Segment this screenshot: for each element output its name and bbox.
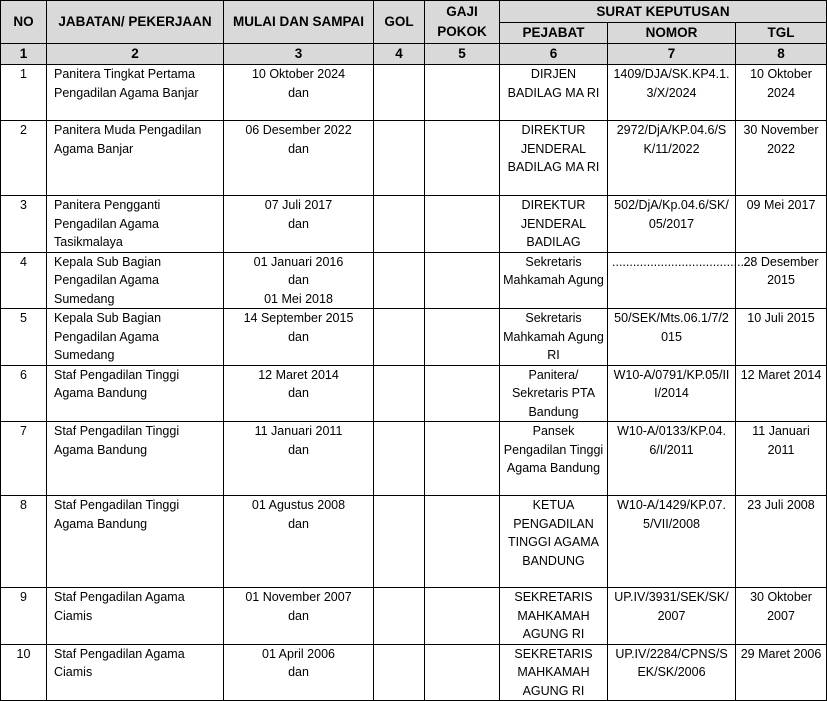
table-row bbox=[1, 309, 827, 366]
cell-tgl: 29 Maret 2006 bbox=[736, 644, 827, 701]
cell-gaji-pokok bbox=[425, 196, 500, 253]
mulai-sampai-line: dan bbox=[288, 516, 309, 531]
cell-nomor: UP.IV/3931/SEK/SK/2007 bbox=[608, 588, 736, 645]
mulai-sampai-line: 01 Januari 2016 bbox=[253, 254, 344, 269]
cell-tgl: 28 Desember 2015 bbox=[736, 252, 827, 309]
cell-gaji-pokok bbox=[425, 121, 500, 196]
cell-gaji-pokok bbox=[425, 422, 500, 496]
mulai-sampai-line: dan bbox=[288, 85, 309, 100]
cell-no: 4 bbox=[1, 252, 47, 309]
cell-jabatan: Staf Pengadilan Agama Ciamis bbox=[47, 588, 224, 645]
cell-pejabat: Pansek Pengadilan Tinggi Agama Bandung bbox=[500, 422, 608, 496]
cell-tgl: 10 Oktober 2024 bbox=[736, 65, 827, 121]
header-surat-keputusan: SURAT KEPUTUSAN bbox=[500, 1, 827, 23]
cell-nomor: 1409/DJA/SK.KP4.1.3/X/2024 bbox=[608, 65, 736, 121]
header-jabatan: JABATAN/ PEKERJAAN bbox=[47, 1, 224, 44]
cell-gol bbox=[374, 252, 425, 309]
cell-pejabat: DIREKTUR JENDERAL BADILAG bbox=[500, 196, 608, 253]
cell-gaji-pokok bbox=[425, 252, 500, 309]
column-number: 5 bbox=[425, 44, 500, 65]
cell-no: 10 bbox=[1, 644, 47, 701]
header-mulai-sampai: MULAI DAN SAMPAI bbox=[224, 1, 374, 44]
table-row bbox=[1, 644, 827, 701]
cell-gaji-pokok bbox=[425, 365, 500, 422]
cell-tgl: 30 November 2022 bbox=[736, 121, 827, 196]
cell-tgl: 23 Juli 2008 bbox=[736, 496, 827, 588]
mulai-sampai-line: dan bbox=[288, 608, 309, 623]
column-number: 4 bbox=[374, 44, 425, 65]
cell-pejabat: SEKRETARIS MAHKAMAH AGUNG RI bbox=[500, 588, 608, 645]
column-number-row bbox=[1, 44, 827, 65]
cell-pejabat: DIREKTUR JENDERAL BADILAG MA RI bbox=[500, 121, 608, 196]
cell-gol bbox=[374, 121, 425, 196]
mulai-sampai-line: dan bbox=[288, 216, 309, 231]
mulai-sampai-line: 01 Mei 2018 bbox=[264, 291, 333, 306]
header-gaji-pokok: GAJI POKOK bbox=[425, 1, 500, 44]
table-row bbox=[1, 252, 827, 309]
cell-tgl: 09 Mei 2017 bbox=[736, 196, 827, 253]
cell-gaji-pokok bbox=[425, 644, 500, 701]
cell-jabatan: Panitera Muda Pengadilan Agama Banjar bbox=[47, 121, 224, 196]
header-tgl: TGL bbox=[736, 23, 827, 44]
cell-jabatan: Kepala Sub Bagian Pengadilan Agama Sumedang bbox=[47, 252, 224, 309]
cell-gol bbox=[374, 65, 425, 121]
table-row bbox=[1, 196, 827, 253]
column-number: 1 bbox=[1, 44, 47, 65]
mulai-sampai-line: dan bbox=[288, 141, 309, 156]
cell-nomor: W10-A/1429/KP.07.5/VII/2008 bbox=[608, 496, 736, 588]
header-no: NO bbox=[1, 1, 47, 44]
cell-nomor: 2972/DjA/KP.04.6/SK/11/2022 bbox=[608, 121, 736, 196]
cell-gaji-pokok bbox=[425, 309, 500, 366]
header-nomor: NOMOR bbox=[608, 23, 736, 44]
cell-gol bbox=[374, 496, 425, 588]
mulai-sampai-line: dan bbox=[288, 665, 309, 679]
mulai-sampai-line: 10 Oktober 2024 bbox=[251, 67, 346, 81]
cell-tgl: 12 Maret 2014 bbox=[736, 365, 827, 422]
cell-no: 2 bbox=[1, 121, 47, 196]
cell-mulai-sampai bbox=[224, 121, 374, 196]
table-row bbox=[1, 422, 827, 496]
cell-mulai-sampai bbox=[224, 496, 374, 588]
cell-mulai-sampai bbox=[224, 365, 374, 422]
cell-pejabat: Sekretaris Mahkamah Agung bbox=[500, 252, 608, 309]
cell-gol bbox=[374, 588, 425, 645]
cell-mulai-sampai bbox=[224, 309, 374, 366]
cell-nomor: UP.IV/2284/CPNS/SEK/SK/2006 bbox=[608, 644, 736, 701]
cell-jabatan: Staf Pengadilan Tinggi Agama Bandung bbox=[47, 496, 224, 588]
mulai-sampai-line: 01 Agustus 2008 bbox=[251, 498, 346, 512]
cell-pejabat: KETUA PENGADILAN TINGGI AGAMA BANDUNG bbox=[500, 496, 608, 588]
column-number: 6 bbox=[500, 44, 608, 65]
column-number: 3 bbox=[224, 44, 374, 65]
cell-no: 3 bbox=[1, 196, 47, 253]
header-gol: GOL bbox=[374, 1, 425, 44]
mulai-sampai-line: 07 Juli 2017 bbox=[264, 198, 333, 212]
mulai-sampai-line: dan bbox=[288, 329, 309, 344]
mulai-sampai-line: dan bbox=[288, 273, 309, 287]
header-pejabat: PEJABAT bbox=[500, 23, 608, 44]
cell-pejabat: Panitera/ Sekretaris PTA Bandung bbox=[500, 365, 608, 422]
mulai-sampai-line: 12 Maret 2014 bbox=[258, 367, 339, 382]
cell-no: 1 bbox=[1, 65, 47, 121]
cell-pejabat: Sekretaris Mahkamah Agung RI bbox=[500, 309, 608, 366]
cell-jabatan: Panitera Tingkat Pertama Pengadilan Agama Banjar bbox=[47, 65, 224, 121]
cell-jabatan: Kepala Sub Bagian Pengadilan Agama Sumedang bbox=[47, 309, 224, 366]
cell-nomor: 502/DjA/Kp.04.6/SK/05/2017 bbox=[608, 196, 736, 253]
column-number: 7 bbox=[608, 44, 736, 65]
mulai-sampai-line: 11 Januari 2011 bbox=[254, 424, 343, 438]
mulai-sampai-line: 01 November 2007 bbox=[245, 590, 352, 604]
cell-mulai-sampai bbox=[224, 644, 374, 701]
cell-jabatan: Staf Pengadilan Agama Ciamis bbox=[47, 644, 224, 701]
table-row bbox=[1, 65, 827, 121]
table-row bbox=[1, 588, 827, 645]
cell-gol bbox=[374, 196, 425, 253]
column-number: 8 bbox=[736, 44, 827, 65]
cell-gol bbox=[374, 365, 425, 422]
cell-gaji-pokok bbox=[425, 65, 500, 121]
cell-nomor: 50/SEK/Mts.06.1/7/2015 bbox=[608, 309, 736, 366]
cell-mulai-sampai bbox=[224, 422, 374, 496]
cell-mulai-sampai bbox=[224, 588, 374, 645]
cell-tgl: 10 Juli 2015 bbox=[736, 309, 827, 366]
cell-nomor: W10-A/0791/KP.05/III/2014 bbox=[608, 365, 736, 422]
cell-no: 7 bbox=[1, 422, 47, 496]
mulai-sampai-line: 14 September 2015 bbox=[243, 311, 354, 325]
column-number: 2 bbox=[47, 44, 224, 65]
cell-mulai-sampai bbox=[224, 65, 374, 121]
table-row bbox=[1, 496, 827, 588]
mulai-sampai-line: 06 Desember 2022 bbox=[245, 123, 352, 137]
cell-gaji-pokok bbox=[425, 588, 500, 645]
cell-mulai-sampai bbox=[224, 196, 374, 253]
cell-no: 5 bbox=[1, 309, 47, 366]
cell-no: 8 bbox=[1, 496, 47, 588]
table-row bbox=[1, 121, 827, 196]
cell-gol bbox=[374, 309, 425, 366]
cell-pejabat: SEKRETARIS MAHKAMAH AGUNG RI bbox=[500, 644, 608, 701]
cell-no: 6 bbox=[1, 365, 47, 422]
cell-tgl: 30 Oktober 2007 bbox=[736, 588, 827, 645]
cell-nomor: ......................................... bbox=[608, 252, 736, 309]
mulai-sampai-line: 01 April 2006 bbox=[262, 646, 335, 661]
cell-gaji-pokok bbox=[425, 496, 500, 588]
cell-jabatan: Panitera Pengganti Pengadilan Agama Tasikmalaya bbox=[47, 196, 224, 253]
cell-mulai-sampai bbox=[224, 252, 374, 309]
mulai-sampai-line: dan bbox=[288, 442, 309, 457]
cell-nomor: W10-A/0133/KP.04.6/I/2011 bbox=[608, 422, 736, 496]
cell-tgl: 11 Januari 2011 bbox=[736, 422, 827, 496]
cell-no: 9 bbox=[1, 588, 47, 645]
mulai-sampai-line: dan bbox=[288, 386, 309, 400]
cell-jabatan: Staf Pengadilan Tinggi Agama Bandung bbox=[47, 365, 224, 422]
cell-jabatan: Staf Pengadilan Tinggi Agama Bandung bbox=[47, 422, 224, 496]
cell-gol bbox=[374, 644, 425, 701]
table-row bbox=[1, 365, 827, 422]
cell-pejabat: DIRJEN BADILAG MA RI bbox=[500, 65, 608, 121]
cell-gol bbox=[374, 422, 425, 496]
